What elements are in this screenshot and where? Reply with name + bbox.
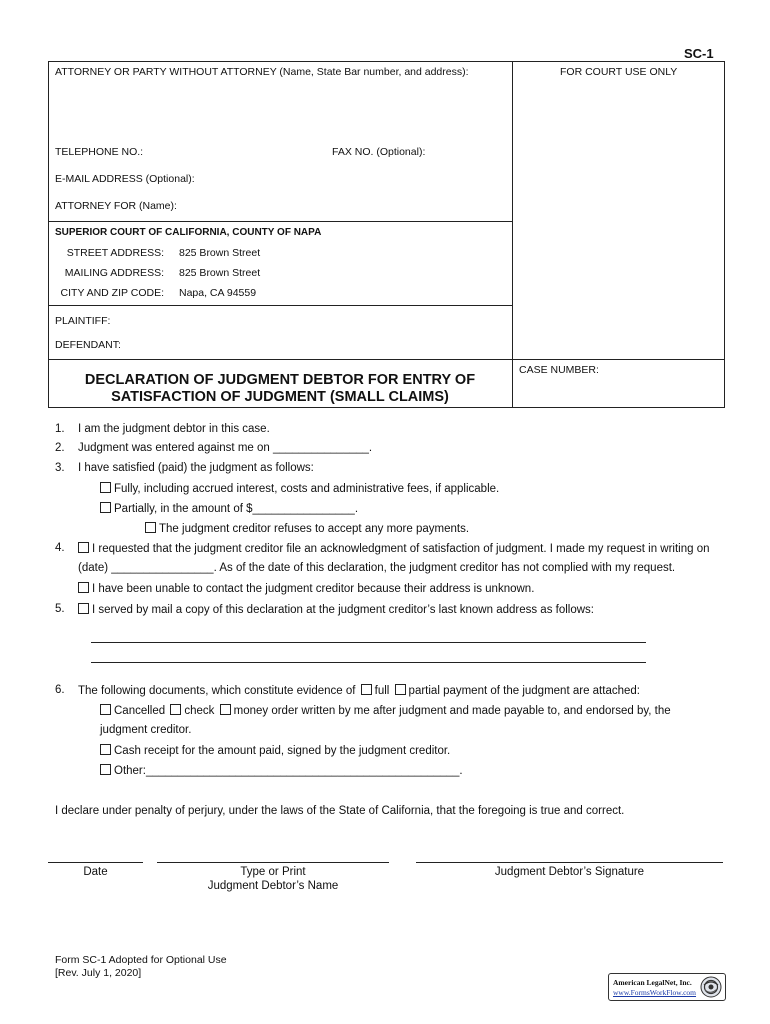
court-use-divider: [512, 61, 513, 408]
unable-contact-checkbox[interactable]: [78, 582, 89, 593]
date-caption: Date: [83, 866, 108, 878]
item-4-number: 4.: [55, 542, 65, 554]
form-id: SC-1: [684, 46, 714, 61]
court-name: SUPERIOR COURT OF CALIFORNIA, COUNTY OF NAPA: [55, 227, 322, 238]
partial-checkbox[interactable]: [395, 684, 406, 695]
partially-checkbox[interactable]: [100, 502, 111, 513]
fully-label: Fully, including accrued interest, costs and administrative fees, if applicable.: [114, 483, 500, 495]
city-label: CITY AND ZIP CODE:: [60, 287, 164, 299]
item-5-row: [78, 603, 594, 616]
partial-label: partial payment of the judgment are attached:: [408, 685, 640, 697]
form-adopted-text: Form SC-1 Adopted for Optional Use: [55, 954, 227, 966]
check-checkbox[interactable]: [170, 704, 181, 715]
unable-contact-label: I have been unable to contact the judgment creditor because their address is unknown.: [92, 583, 535, 595]
item-4-row: [78, 542, 710, 555]
court-use-label: FOR COURT USE ONLY: [560, 66, 678, 78]
item-5-number: 5.: [55, 603, 65, 615]
item-2-number: 2.: [55, 442, 65, 454]
item-1-number: 1.: [55, 423, 65, 435]
name-signature-line[interactable]: [157, 862, 389, 863]
type-print-caption: [157, 865, 389, 893]
court-divider: [48, 221, 513, 222]
item-2-text: Judgment was entered against me on _______________.: [78, 442, 373, 454]
item-1-text: I am the judgment debtor in this case.: [78, 423, 270, 435]
item-4-date-row: [78, 562, 675, 574]
served-mail-checkbox[interactable]: [78, 603, 89, 614]
street-value: 825 Brown Street: [179, 247, 261, 259]
item-6-docs-row: [100, 704, 671, 717]
cancelled-label: Cancelled: [114, 705, 166, 717]
item-3b-row: [100, 502, 358, 515]
served-mail-label: I served by mail a copy of this declaration at the judgment creditor’s last known address as follows:: [92, 604, 594, 616]
attorney-for-label: ATTORNEY FOR (Name):: [55, 200, 177, 212]
date-signature-line[interactable]: [48, 862, 143, 863]
money-order-checkbox[interactable]: [220, 704, 231, 715]
city-value: Napa, CA 94559: [179, 287, 257, 299]
date-field[interactable]: (date) ________________: [78, 562, 214, 574]
logo-url: www.FormsWorkFlow.com: [613, 988, 697, 997]
form-footer: [55, 954, 227, 980]
address-line-2[interactable]: [91, 662, 646, 663]
item-4b-row: [78, 582, 534, 595]
check-label: check: [184, 705, 215, 717]
plaintiff-label: PLAINTIFF:: [55, 315, 111, 327]
item-6-number: 6.: [55, 684, 65, 696]
fully-checkbox[interactable]: [100, 482, 111, 493]
requested-label: I requested that the judgment creditor file an acknowledgment of satisfaction of judgment. I made my request in writing on: [92, 543, 710, 555]
other-row: [100, 764, 463, 777]
form-title-line1: DECLARATION OF JUDGMENT DEBTOR FOR ENTRY OF: [84, 372, 476, 388]
fax-label: FAX NO. (Optional):: [332, 146, 426, 158]
title-divider: [48, 359, 725, 360]
other-checkbox[interactable]: [100, 764, 111, 775]
attorney-label: ATTORNEY OR PARTY WITHOUT ATTORNEY (Name, State Bar number, and address):: [55, 66, 469, 78]
parties-divider: [48, 305, 513, 306]
logo-company: American LegalNet, Inc.: [613, 978, 692, 987]
full-label: full: [374, 685, 390, 697]
case-number-label: CASE NUMBER:: [519, 364, 599, 376]
full-checkbox[interactable]: [361, 684, 372, 695]
mailing-label: MAILING ADDRESS:: [64, 267, 164, 279]
requested-checkbox[interactable]: [78, 542, 89, 553]
form-revision-text: [Rev. July 1, 2020]: [55, 967, 142, 979]
cash-receipt-checkbox[interactable]: [100, 744, 111, 755]
type-print-line2: Judgment Debtor’s Name: [207, 880, 339, 892]
refuses-label: The judgment creditor refuses to accept any more payments.: [159, 523, 470, 535]
mailing-value: 825 Brown Street: [179, 267, 261, 279]
other-label: Other:_________________________________________________.: [114, 765, 463, 777]
partially-label: Partially, in the amount of $________________.: [114, 503, 359, 515]
perjury-declaration: I declare under penalty of perjury, under the laws of the State of California, that the foregoing is true and correct.: [55, 805, 625, 817]
legalnet-logo: [608, 973, 726, 1001]
cancelled-checkbox[interactable]: [100, 704, 111, 715]
item-3-number: 3.: [55, 462, 65, 474]
address-line-1[interactable]: [91, 642, 646, 643]
globe-icon: [700, 976, 722, 998]
item-6-text-a: The following documents, which constitute evidence of: [78, 685, 356, 697]
type-print-line1: Type or Print: [240, 866, 306, 878]
defendant-label: DEFENDANT:: [55, 339, 121, 351]
signature-caption: Judgment Debtor’s Signature: [494, 866, 645, 878]
refuses-checkbox[interactable]: [145, 522, 156, 533]
date-rest: . As of the date of this declaration, the judgment creditor has not complied with my request.: [213, 562, 676, 574]
email-label: E-MAIL ADDRESS (Optional):: [55, 173, 195, 185]
item-6-row: [78, 684, 640, 697]
street-label: STREET ADDRESS:: [66, 247, 164, 259]
form-title-line2: SATISFACTION OF JUDGMENT (SMALL CLAIMS): [111, 389, 449, 405]
item-3a-row: [100, 482, 499, 495]
debtor-signature-line[interactable]: [416, 862, 723, 863]
telephone-label: TELEPHONE NO.:: [55, 146, 144, 158]
cash-receipt-label: Cash receipt for the amount paid, signed by the judgment creditor.: [114, 745, 451, 757]
item-3-text: I have satisfied (paid) the judgment as follows:: [78, 462, 314, 474]
money-order-label: money order written by me after judgment and made payable to, and endorsed by, the: [233, 705, 671, 717]
item-3c-row: [145, 522, 469, 535]
cash-receipt-row: [100, 744, 450, 757]
money-order-continued: judgment creditor.: [100, 724, 192, 736]
